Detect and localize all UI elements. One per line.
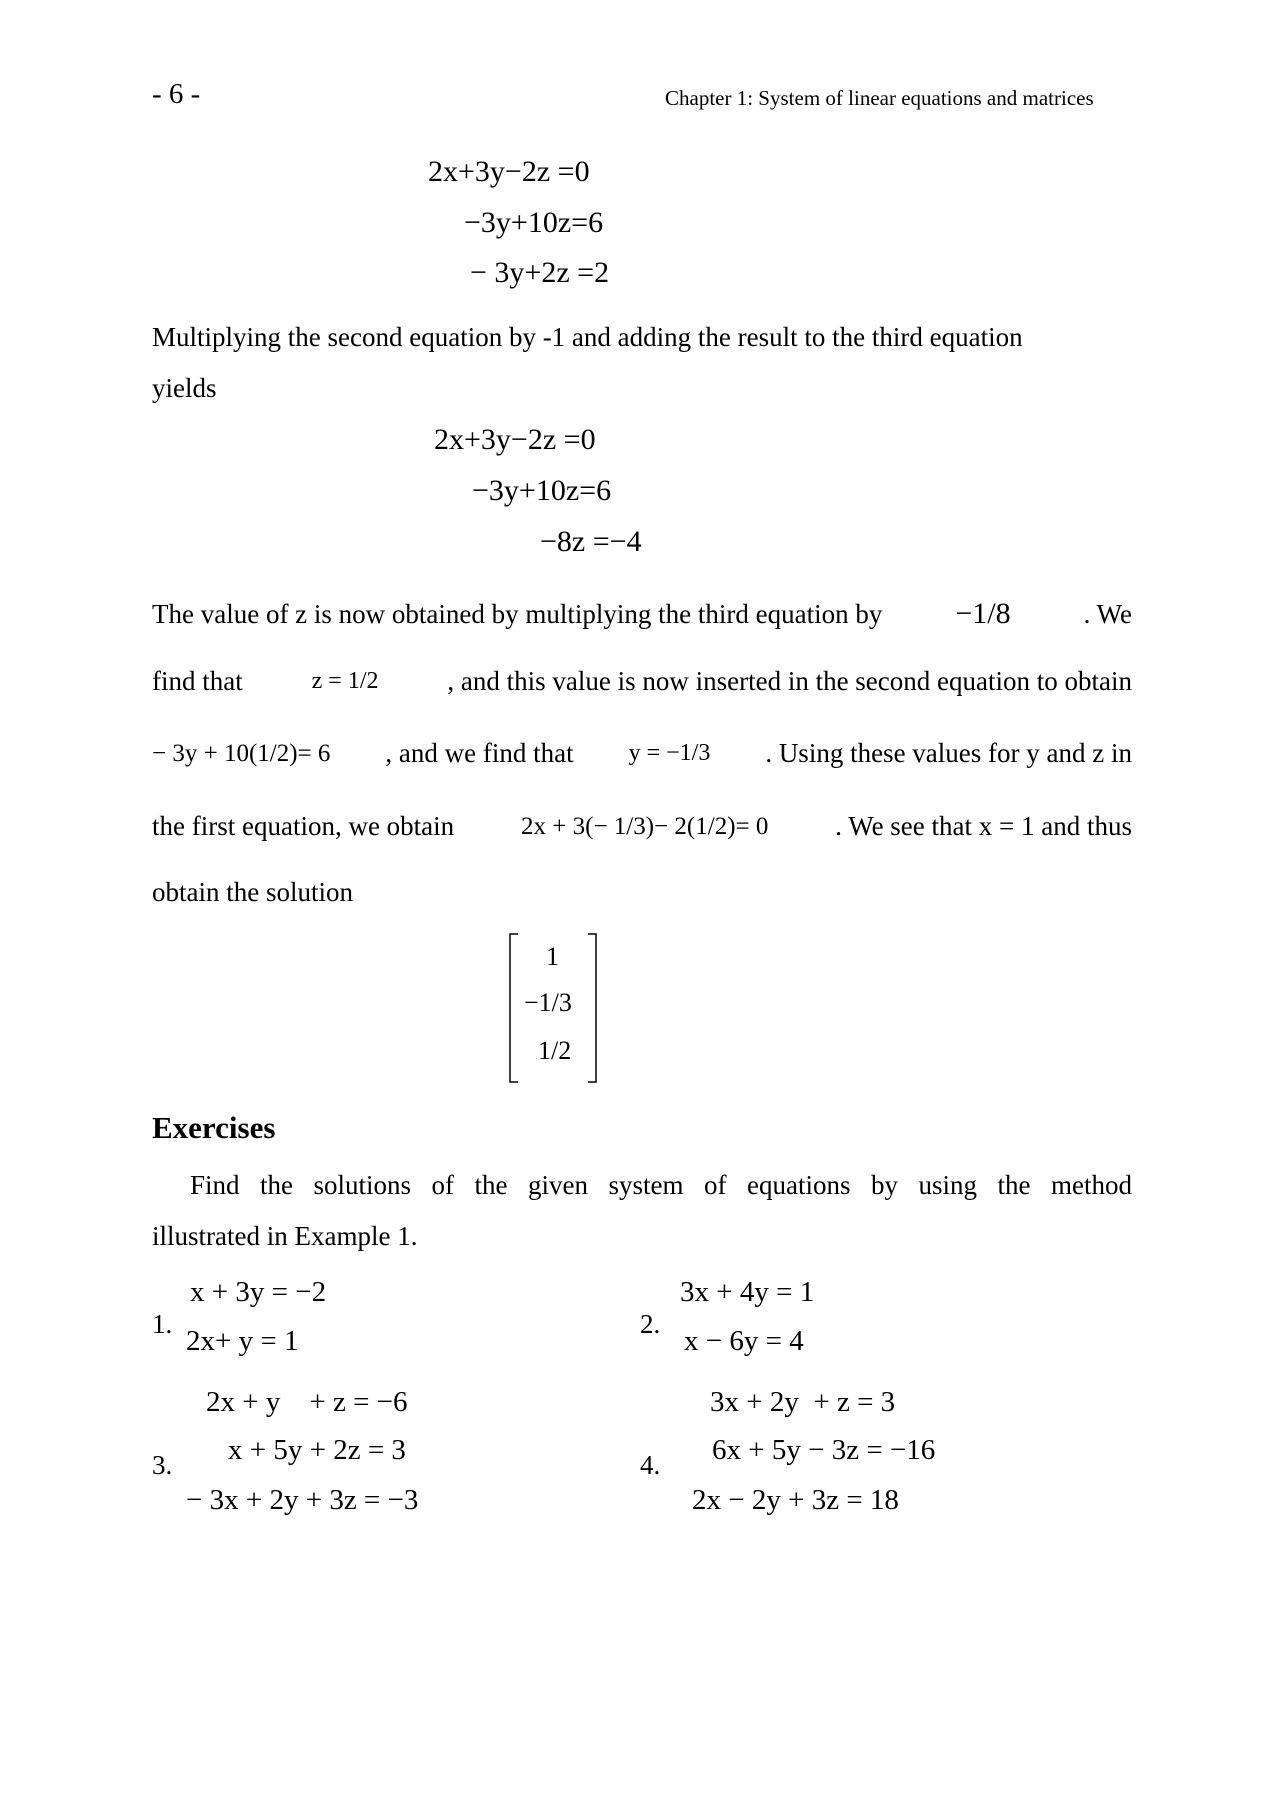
exercise-equation: 2x − 2y + 3z = 18 [692,1484,899,1516]
exercise-equation: 2x+ y = 1 [186,1325,299,1357]
vector-entry: 1 [546,942,559,971]
running-head: Chapter 1: System of linear equations and matrices [665,86,1094,110]
paragraph-text: . We see that x = 1 and thus [835,811,1132,841]
exercise-equation: 6x + 5y − 3z = −16 [712,1434,936,1466]
exercise-equation: x + 3y = −2 [190,1276,327,1308]
exercise-number: 4. [640,1450,661,1480]
paragraph-line: yields [152,373,217,403]
exercise-number: 3. [152,1450,173,1480]
vector-entry: 1/2 [538,1036,572,1065]
paragraph-line: Find the solutions of the given system of equations by using the method [190,1170,1132,1200]
math-expression: z = 1/2 [311,668,379,694]
exercises-heading: Exercises [152,1110,276,1145]
equation-row: −3y+10z=6 [464,206,604,239]
paragraph-text: the first equation, we obtain [152,811,455,841]
equation-row: − 3y+2z =2 [470,256,610,289]
paragraph-line: Multiplying the second equation by -1 and adding the result to the third equation [152,322,1023,352]
equation-row: −3y+10z=6 [472,474,612,507]
equation-row: −8z =−4 [540,525,642,558]
paragraph-line [152,811,1132,842]
exercise-number: 2. [640,1309,661,1339]
paragraph-text: The value of z is now obtained by multiplying the third equation by [152,598,883,629]
paragraph-line: obtain the solution [152,877,353,907]
equation-row: 2x+3y−2z =0 [428,155,590,188]
exercise-equation: − 3x + 2y + 3z = −3 [186,1484,419,1516]
paragraph-text: . We [1083,598,1132,629]
exercise-equation: x − 6y = 4 [684,1325,804,1357]
vector-entry: −1/3 [524,988,572,1017]
paragraph-text: . Using these values for y and z in [765,738,1132,768]
paragraph-text: , and we find that [385,738,574,768]
math-expression: −1/8 [955,597,1011,630]
math-expression: − 3y + 10(1/2)= 6 [152,739,331,767]
exercise-equation: 3x + 2y + z = 3 [710,1386,896,1418]
paragraph-text: , and this value is now inserted in the second equation to obtain [447,666,1132,696]
exercise-number: 1. [152,1309,173,1339]
paragraph-line [152,666,1132,697]
exercise-equation: 2x + y + z = −6 [206,1386,408,1418]
math-expression: 2x + 3(− 1/3)− 2(1/2)= 0 [521,812,769,840]
paragraph-line [152,738,1132,769]
exercise-equation: x + 5y + 2z = 3 [228,1434,406,1466]
solution-vector [508,932,598,1084]
page-number: - 6 - [152,78,201,110]
paragraph-line [152,597,1132,631]
paragraph-text: find that [152,666,243,696]
exercise-equation: 3x + 4y = 1 [680,1276,815,1308]
math-expression: y = −1/3 [628,740,711,766]
equation-row: 2x+3y−2z =0 [434,423,596,456]
paragraph-line: illustrated in Example 1. [152,1221,418,1251]
